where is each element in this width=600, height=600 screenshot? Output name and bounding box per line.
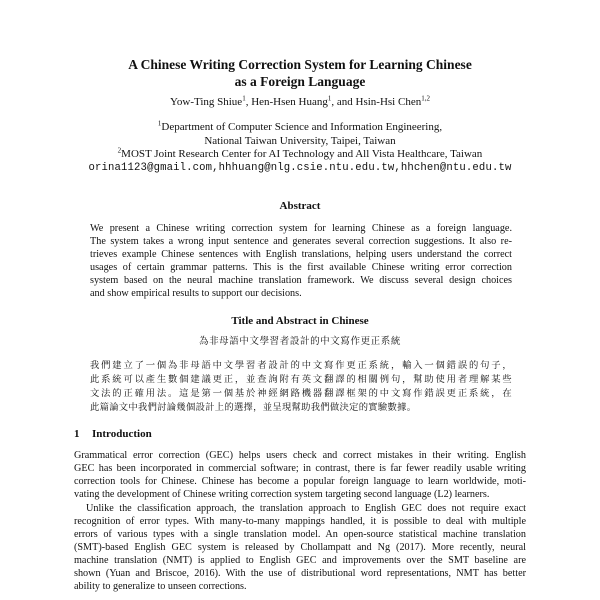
affiliation-sup: 2 <box>117 146 122 155</box>
author-affil-sup: 1 <box>327 94 332 103</box>
title-line-2: as a Foreign Language <box>234 74 366 89</box>
abstract-line: and show empirical results to support our decisions. <box>90 288 302 299</box>
author-affil-sup: 1 <box>242 94 246 103</box>
author-separator: , and <box>331 96 356 108</box>
body-line: (SMT)-based English GEC system is released by Chollampatt and Ng (2017). More recently, neural <box>74 542 526 553</box>
chinese-abstract-line: 我們建立了一個為非母語中文學習者設計的中文寫作更正系統，輸入一個錯誤的句子， <box>90 360 512 371</box>
body-line: Grammatical error correction (GEC) helps users check and correct mistakes in their writing. English <box>74 450 526 461</box>
chinese-title: 為非母語中文學習者設計的中文寫作更正系統 <box>198 336 401 347</box>
body-line: machine translation (NMT) is applied to English GEC and improvements over the SMT baseline are <box>74 555 526 566</box>
section-heading-introduction <box>74 427 152 441</box>
body-line: Unlike the classification approach, the translation approach to English GEC does not require exact <box>86 503 526 514</box>
abstract-heading: Abstract <box>279 200 321 212</box>
affiliation-2-line-1: $^2$MOST Joint Research Center for AI Technology and All Vista Healthcare, Taiwan <box>117 146 483 160</box>
chinese-abstract-line: 此系統可以產生數個建議更正，並查詢附有英文翻譯的相關例句，幫助使用者理解某些 <box>90 374 512 385</box>
author-name: Hsin-Hsi Chen <box>355 96 422 108</box>
author-separator: , <box>245 96 252 108</box>
abstract-line: system based on the neural machine translation framework. We discuss several design choices <box>90 275 512 286</box>
affiliations <box>0 121 600 175</box>
abstract-line: We present a Chinese writing correction system for learning Chinese as a foreign language. <box>90 223 512 234</box>
body-line: GEC has been incorporated in commercial software; in contrast, there is far fewer readily usable writing <box>74 463 526 474</box>
body-line: correction tools for Chinese. Chinese has become a popular foreign language to learn worldwide, moti- <box>74 476 526 487</box>
section-title: Introduction <box>92 428 152 440</box>
abstract-line: trieves example Chinese sentences with English translations, helping users understand the correct <box>90 249 512 260</box>
author-affil-sup: 1,2 <box>421 94 430 103</box>
chinese-section-heading: Title and Abstract in Chinese <box>231 315 369 327</box>
chinese-abstract-line: 文法的正確用法。這是第一個基於神經網路機器翻譯框架的中文寫作錯誤更正系統，在 <box>90 388 512 399</box>
affiliation-1-line-1: $^1$Department of Computer Science and Information Engineering, <box>157 119 443 133</box>
abstract-line: usages of certain grammar patterns. This is the first available Chinese writing error correction <box>90 262 512 273</box>
body-line: vating the development of Chinese writing correction system targeting second language (L2) learners. <box>74 489 490 500</box>
chinese-abstract-line: 此篇論文中我們討論幾個設計上的選擇，並呈現幫助我們做決定的實驗數據。 <box>90 402 417 413</box>
section-number: 1 <box>74 428 80 440</box>
author-emails: orina1123@gmail.com,hhhuang@nlg.csie.ntu.edu.tw,hhchen@ntu.edu.tw <box>88 161 512 174</box>
author-name: Hen-Hsen Huang <box>251 96 328 108</box>
author-name: Yow-Ting Shiue <box>170 96 243 108</box>
abstract-line: The system takes a wrong input sentence and generates several correction suggestions. It also re- <box>90 236 512 247</box>
title-line-1: A Chinese Writing Correction System for Learning Chinese <box>128 57 472 72</box>
paper-title <box>0 56 600 90</box>
body-line: ability to generalize to unseen corrections. <box>74 581 247 592</box>
affiliation-sup: 1 <box>157 119 162 128</box>
body-line: shown (Yuan and Briscoe, 2016). With the use of distributional word representations, NMT has better <box>74 568 526 579</box>
affiliation-1-line-2: National Taiwan University, Taipei, Taiwan <box>204 134 396 147</box>
body-line: errors of various types with a single translation model. An open-source statistical machine translation <box>74 529 526 540</box>
author-list <box>0 95 600 109</box>
body-line: recognition of error types. With many-to-many mappings handled, it is possible to deal with multiple <box>74 516 526 527</box>
